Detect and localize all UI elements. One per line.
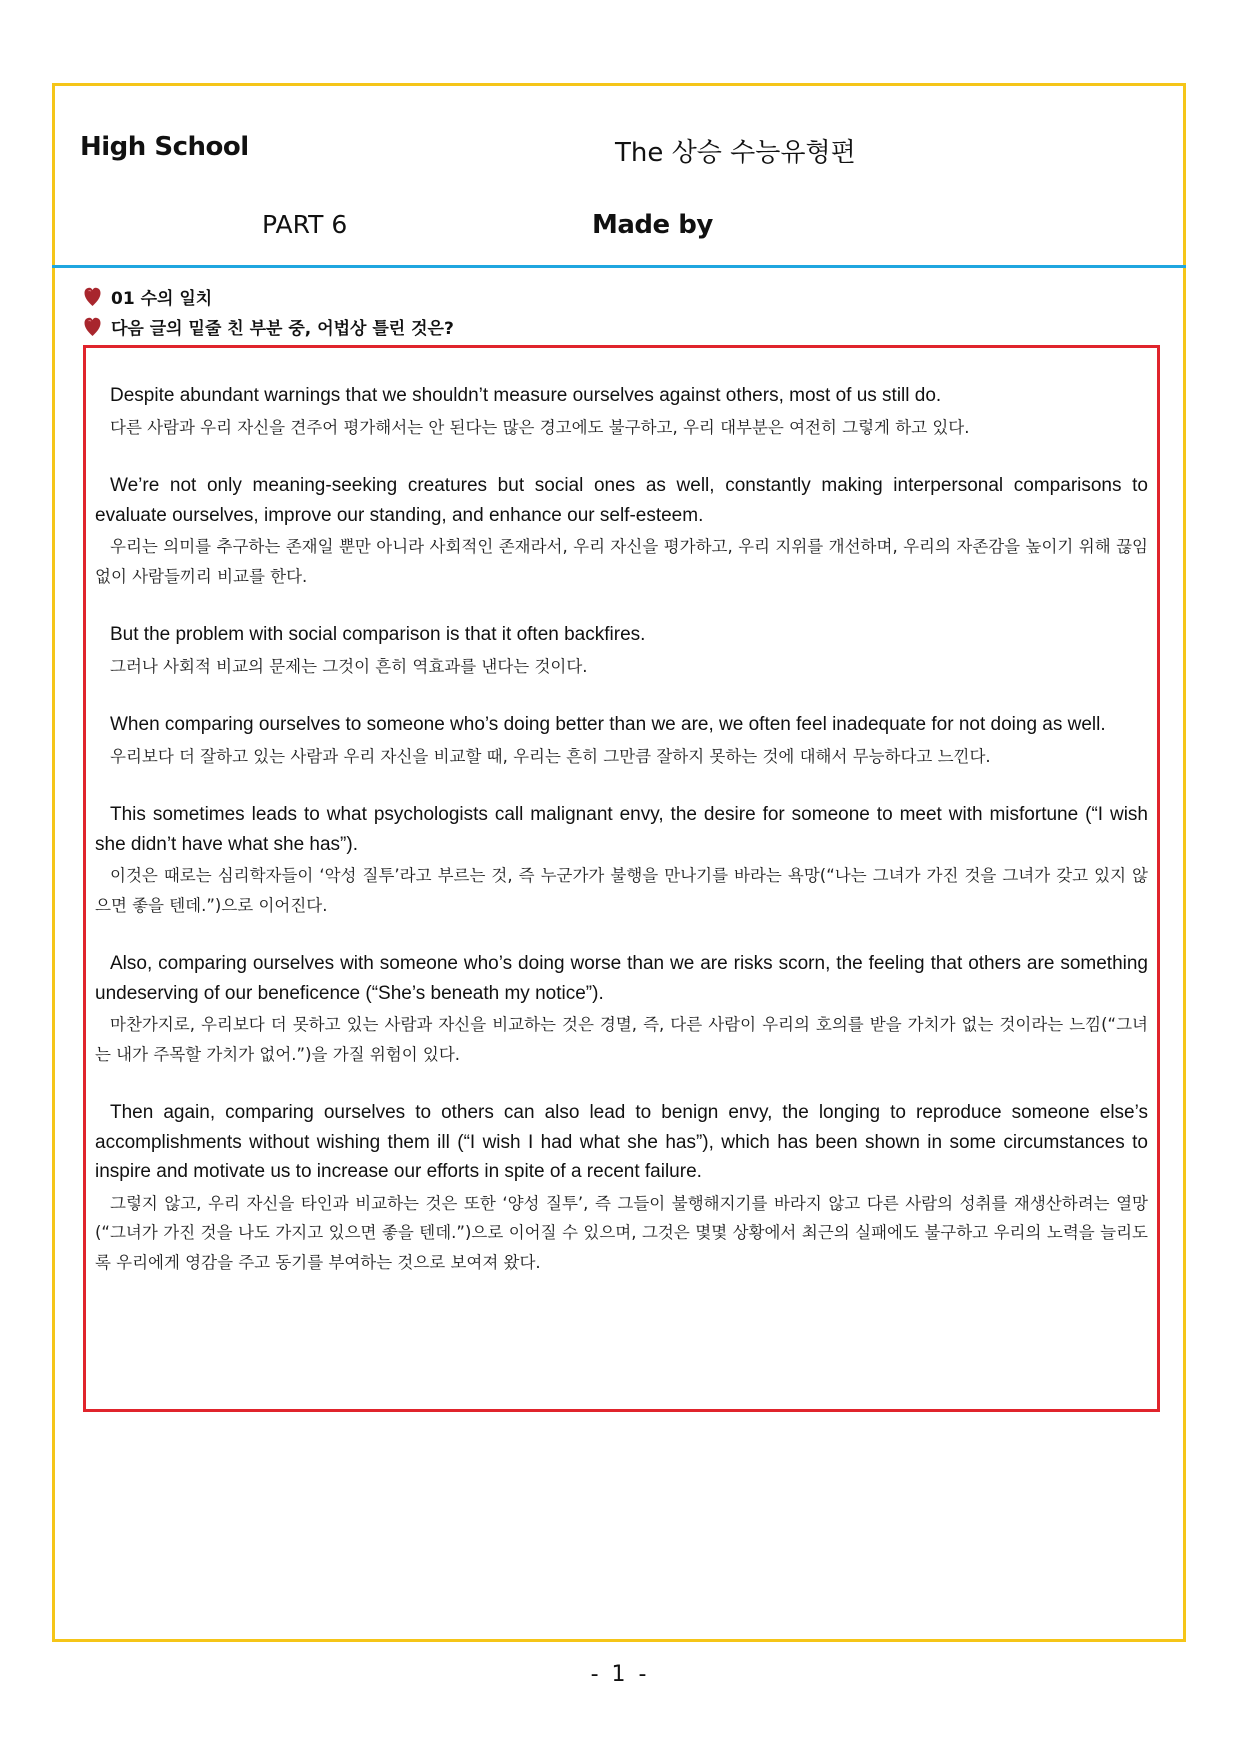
header-made-by: Made by	[592, 210, 713, 240]
korean-translation: 마찬가지로, 우리보다 더 못하고 있는 사람과 자신을 비교하는 것은 경멸, 즉, 다른 사람이 우리의 호의를 받을 가치가 없는 것이라는 느낌(“그녀는 내가 주목할 가치가 없어.”)을 가질 위험이 있다.	[95, 1015, 1148, 1064]
korean-translation: 그러나 사회적 비교의 문제는 그것이 흔히 역효과를 낸다는 것이다.	[110, 656, 588, 676]
korean-translation: 다른 사람과 우리 자신을 견주어 평가해서는 안 된다는 많은 경고에도 불구하고, 우리 대부분은 여전히 그렇게 하고 있다.	[110, 417, 970, 437]
header-title: The 상승 수능유형편	[615, 138, 856, 168]
korean-translation: 우리보다 더 잘하고 있는 사람과 우리 자신을 비교할 때, 우리는 흔히 그만큼 잘하지 못하는 것에 대해서 무능하다고 느낀다.	[110, 746, 991, 766]
instruction: 다음 글의 밑줄 친 부분 중, 어법상 틀린 것은?	[111, 319, 454, 339]
english-sentence: We’re not only meaning-seeking creatures but social ones as well, constantly making interpersonal comparisons to evaluate ourselves, improve our standing, and enhance our self-esteem.	[95, 475, 1148, 526]
passage-paragraph	[95, 949, 1148, 1069]
header-part: PART 6	[262, 210, 348, 239]
header-divider	[52, 265, 1186, 268]
english-sentence: Also, comparing ourselves with someone who’s doing worse than we are risks scorn, the feeling that others are something undeserving of our beneficence (“She’s beneath my notice”).	[95, 953, 1148, 1004]
header-school: High School	[80, 132, 249, 162]
english-sentence: Despite abundant warnings that we shouldn’t measure ourselves against others, most of us still do.	[110, 385, 942, 406]
passage-paragraph	[95, 471, 1148, 591]
english-sentence: When comparing ourselves to someone who’s doing better than we are, we often feel inadequate for not doing as well.	[110, 714, 1106, 735]
page-number: - 1 -	[590, 1662, 650, 1687]
english-sentence: Then again, comparing ourselves to others can also lead to benign envy, the longing to reproduce someone else’s accomplishments without wishing them ill (“I wish I had what she has”), which has been shown in some circumstances to inspire and motivate us to increase our efforts in spite of a recent failure.	[95, 1102, 1148, 1182]
passage-paragraph	[95, 620, 1148, 681]
passage-paragraph	[95, 710, 1148, 771]
passage-box	[83, 345, 1160, 1412]
english-sentence: But the problem with social comparison is that it often backfires.	[110, 624, 646, 645]
korean-translation: 이것은 때로는 심리학자들이 ‘악성 질투’라고 부르는 것, 즉 누군가가 불행을 만나기를 바라는 욕망(“나는 그녀가 가진 것을 그녀가 갖고 있지 않으면 좋을 텐데.”)으로 이어진다.	[95, 866, 1148, 915]
passage-paragraph	[95, 381, 1148, 442]
passage-paragraph	[95, 800, 1148, 920]
passage-paragraph	[95, 1098, 1148, 1277]
korean-translation: 그렇지 않고, 우리 자신을 타인과 비교하는 것은 또한 ‘양성 질투’, 즉 그들이 불행해지기를 바라지 않고 다른 사람의 성취를 재생산하려는 열망(“그녀가 가진 것을 나도 가지고 있으면 좋을 텐데.”)으로 이어질 수 있으며, 그것은 몇몇 상황에서 최근의 실패에도 불구하고 우리의 노력을 늘리도록 우리에게 영감을 주고 동기를 부여하는 것으로 보여져 왔다.	[95, 1193, 1148, 1272]
heart-icon	[84, 317, 101, 337]
korean-translation: 우리는 의미를 추구하는 존재일 뿐만 아니라 사회적인 존재라서, 우리 자신을 평가하고, 우리 지위를 개선하며, 우리의 자존감을 높이기 위해 끊임없이 사람들끼리 비교를 한다.	[95, 537, 1148, 586]
item-title-row	[84, 284, 212, 309]
english-sentence: This sometimes leads to what psychologists call malignant envy, the desire for someone to meet with misfortune (“I wish she didn’t have what she has”).	[95, 804, 1148, 855]
instruction-row	[84, 314, 454, 339]
heart-icon	[84, 287, 101, 307]
item-title: 01 수의 일치	[111, 289, 213, 309]
